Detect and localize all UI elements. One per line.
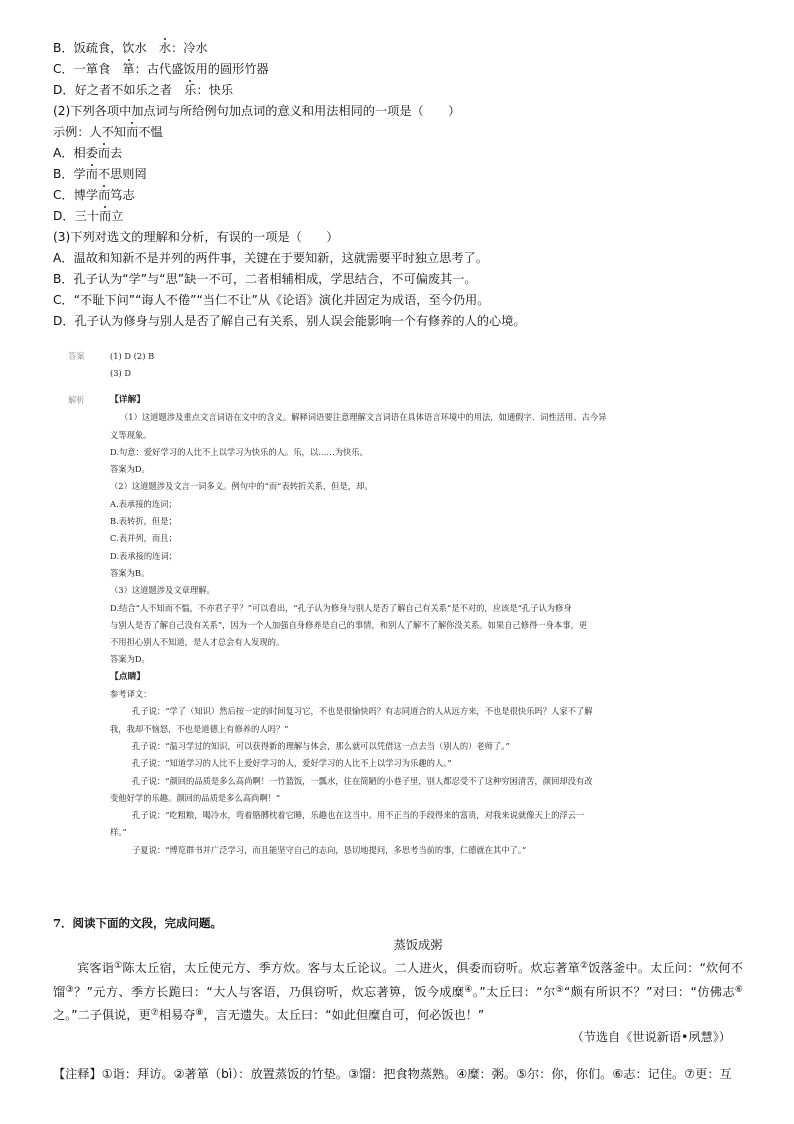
passage-text: ，言无遗失。太丘曰：“如此但糜自可，何必饭也！” bbox=[203, 1008, 485, 1022]
option-text: ：冷水 bbox=[171, 41, 208, 55]
detail-title: 【详解】 bbox=[110, 395, 146, 405]
passage-text: 。”太丘曰：“尔 bbox=[472, 984, 556, 999]
analysis-line: 不用担心别人不知道，是人才总会有人发现的。 bbox=[110, 637, 285, 648]
option-text: B．学 bbox=[53, 167, 86, 181]
analysis-line: 与别人是否了解自己没有关系”，因为一个人加强自身修养是自己的事情，和别人了解不了解你没关系。如果自己修得一身本事，更 bbox=[110, 619, 588, 630]
footnote-marker: ⑧ bbox=[195, 1008, 204, 1018]
question-block bbox=[53, 38, 753, 332]
passage-text: 陈太丘宿，太丘使元方、季方炊。客与太丘论议。二人进火，俱委而窃听。炊忘著箪 bbox=[122, 961, 580, 975]
analysis-line: A.表承接的连词； bbox=[110, 498, 177, 509]
option-1b bbox=[53, 38, 753, 59]
option-text: D．三十 bbox=[53, 209, 99, 223]
option-2b bbox=[53, 164, 753, 185]
passage-text: ？”元方、季方长跪曰：“大人与客语，乃俱窃听，炊忘著箅，饭今成糜 bbox=[74, 984, 465, 999]
dotted-word: 而 bbox=[97, 146, 111, 160]
answer-line: (3) D bbox=[110, 368, 132, 379]
footnote-marker: ⑥ bbox=[734, 984, 743, 995]
translation-line: 变他好学的乐趣。颜回的品质是多么高尚啊！” bbox=[110, 792, 281, 803]
footnote-marker: ① bbox=[114, 961, 123, 971]
point-title: 【点睛】 bbox=[110, 671, 146, 682]
passage-text: “颇有所识不？”对曰：“仿佛志 bbox=[564, 984, 735, 999]
option-text: B．饭疏食，饮水 bbox=[53, 41, 159, 55]
passage-notes: 【注释】①诣：拜访。②著箪（bì）：放置蒸饭的竹垫。③馏：把食物蒸熟。④糜：粥。⑤尔：你，你们。⑥志：记住。⑦更：互 bbox=[53, 1067, 732, 1081]
option-2a bbox=[53, 143, 753, 164]
option-3a: A．温故和知新不是并列的两件事，关键在于要知新，这就需要平时独立思考了。 bbox=[53, 251, 488, 265]
analysis-line: C.表并列，而且； bbox=[110, 533, 177, 544]
translation-line: 孔子说：“颜回的品质是多么高尚啊！一竹篮饭，一瓢水，住在简陋的小巷子里，别人都忍受不了这种穷困清苦，颜回却没有改 bbox=[132, 775, 593, 786]
analysis-content bbox=[110, 392, 730, 859]
dotted-word: 而 bbox=[85, 167, 98, 181]
option-text: 不思则罔 bbox=[97, 167, 147, 181]
option-text: D．好之者不如乐之者 bbox=[53, 83, 185, 97]
question-7-heading: 7．阅读下面的文段，完成问题。 bbox=[53, 916, 222, 930]
option-text: C．博学 bbox=[53, 188, 99, 202]
passage-source: （节选自《世说新语•夙慧》） bbox=[571, 1029, 731, 1044]
passage-text: 宾客诣 bbox=[77, 961, 115, 975]
footnote-marker: ⑤ bbox=[555, 984, 565, 995]
analysis-line: D.表承接的连词； bbox=[110, 550, 178, 561]
analysis-line: 答案为D。 bbox=[110, 654, 150, 665]
analysis-line: D.句意：爱好学习的人比不上以学习为快乐的人。乐，以……为快乐。 bbox=[110, 446, 368, 457]
analysis-line: D.结合“人不知而不愠，不亦君子乎？”可以看出，“孔子认为修身与别人是否了解自己有关系”是不对的，应该是“孔子认为修身 bbox=[110, 602, 572, 613]
dotted-word: 而 bbox=[98, 188, 111, 202]
footnote-marker: ② bbox=[580, 961, 589, 971]
option-1d bbox=[53, 80, 753, 101]
answer-content bbox=[110, 348, 730, 383]
translation-line: 孔子说：“温习学过的知识，可以获得新的理解与体会，那么就可以凭借这一点去当（别人的）老师了。” bbox=[132, 740, 510, 751]
analysis-line: 答案为D。 bbox=[110, 464, 150, 475]
example-text: 示例：人不知 bbox=[53, 125, 127, 139]
analysis-line: （3）这道题涉及文章理解。 bbox=[110, 585, 215, 596]
translation-line: 孔子说：“知道学习的人比不上爱好学习的人，爱好学习的人比不上以学习为乐趣的人。” bbox=[132, 758, 452, 769]
analysis-line: （2）这道题涉及文言一词多义。例句中的“而”表转折关系，但是，却。 bbox=[110, 481, 373, 492]
dotted-word: 水 bbox=[158, 41, 172, 55]
footnote-marker: ③ bbox=[65, 984, 75, 995]
passage-text: 相易夺 bbox=[158, 1008, 196, 1022]
translation-line: 样。” bbox=[110, 827, 127, 838]
option-text: ：古代盛饭用的圆形竹器 bbox=[134, 62, 269, 76]
option-2d bbox=[53, 206, 753, 227]
passage-text: 之。”二子俱说，更 bbox=[53, 1008, 151, 1022]
option-text: A．相委 bbox=[53, 146, 98, 160]
dotted-word: 乐 bbox=[184, 83, 197, 97]
analysis-line: （1）这道题涉及重点文言词语在文中的含义。解释词语要注意理解文言词语在具体语言环境中的用法，如通假字、词性活用、古今异 bbox=[120, 412, 607, 423]
footnote-marker: ④ bbox=[464, 984, 473, 995]
analysis-line: 义等现象。 bbox=[110, 429, 152, 440]
option-text: 立 bbox=[111, 209, 124, 223]
answer-label: 答案 bbox=[68, 351, 85, 361]
dotted-word: 而 bbox=[126, 125, 139, 139]
option-3c: C．“不耻下问”“诲人不倦”“当仁不让”从《论语》演化并固定为成语，至今仍用。 bbox=[53, 293, 490, 307]
option-2c bbox=[53, 185, 753, 206]
passage-title: 蒸饭成粥 bbox=[393, 937, 443, 952]
translation-line: 孔子说：“学了（知识）然后按一定的时间复习它，不也是很愉快吗？有志同道合的人从远方来，不也是很快乐吗？人家不了解 bbox=[132, 706, 593, 717]
translation-line: 子夏说：“博览群书并广泛学习，而且能坚守自己的志向，恳切地提问，多思考当前的事，仁德就在其中了。” bbox=[132, 844, 527, 855]
option-1c bbox=[53, 59, 753, 80]
analysis-line: 答案为B。 bbox=[110, 567, 150, 578]
dotted-word: 箪 bbox=[122, 62, 135, 76]
reference-title: 参考译文： bbox=[110, 689, 152, 700]
analysis-line: B.表转折，但是； bbox=[110, 516, 177, 527]
option-text: C．一箪食 bbox=[53, 62, 123, 76]
option-3b: B．孔子认为“学”与“思”缺一不可，二者相辅相成，学思结合，不可偏废其一。 bbox=[53, 272, 477, 286]
option-3d: D．孔子认为修身与别人是否了解自己有关系，别人误会能影响一个有修养的人的心境。 bbox=[53, 314, 526, 328]
answer-line: (1) D (2) B bbox=[110, 351, 155, 361]
question-3-stem: (3)下列对选文的理解和分析，有误的一项是（ ） bbox=[53, 230, 339, 244]
question-2-example bbox=[53, 122, 753, 143]
option-text: ：快乐 bbox=[196, 83, 234, 97]
dotted-word: 而 bbox=[98, 209, 112, 223]
translation-line: 我，我却不恼怒，不也是道德上有修养的人吗？” bbox=[110, 723, 289, 734]
question-2-stem: (2)下列各项中加点词与所给例句加点词的意义和用法相同的一项是（ ） bbox=[53, 104, 461, 118]
option-text: 去 bbox=[110, 146, 123, 160]
passage-text: 饭落釜中。太丘问：“炊何不馏 bbox=[53, 961, 743, 999]
passage-body bbox=[53, 956, 743, 1027]
analysis-label: 解析 bbox=[68, 395, 85, 405]
footnote-marker: ⑦ bbox=[150, 1008, 159, 1018]
translation-line: 孔子说：“吃粗粮，喝冷水，弯着胳膊枕着它睡，乐趣也在这当中。用不正当的手段得来的富贵，对我来说就像天上的浮云一 bbox=[132, 810, 585, 821]
question-7-block bbox=[53, 913, 743, 1086]
option-text: 笃志 bbox=[110, 188, 135, 202]
example-text: 不愠 bbox=[138, 125, 163, 139]
